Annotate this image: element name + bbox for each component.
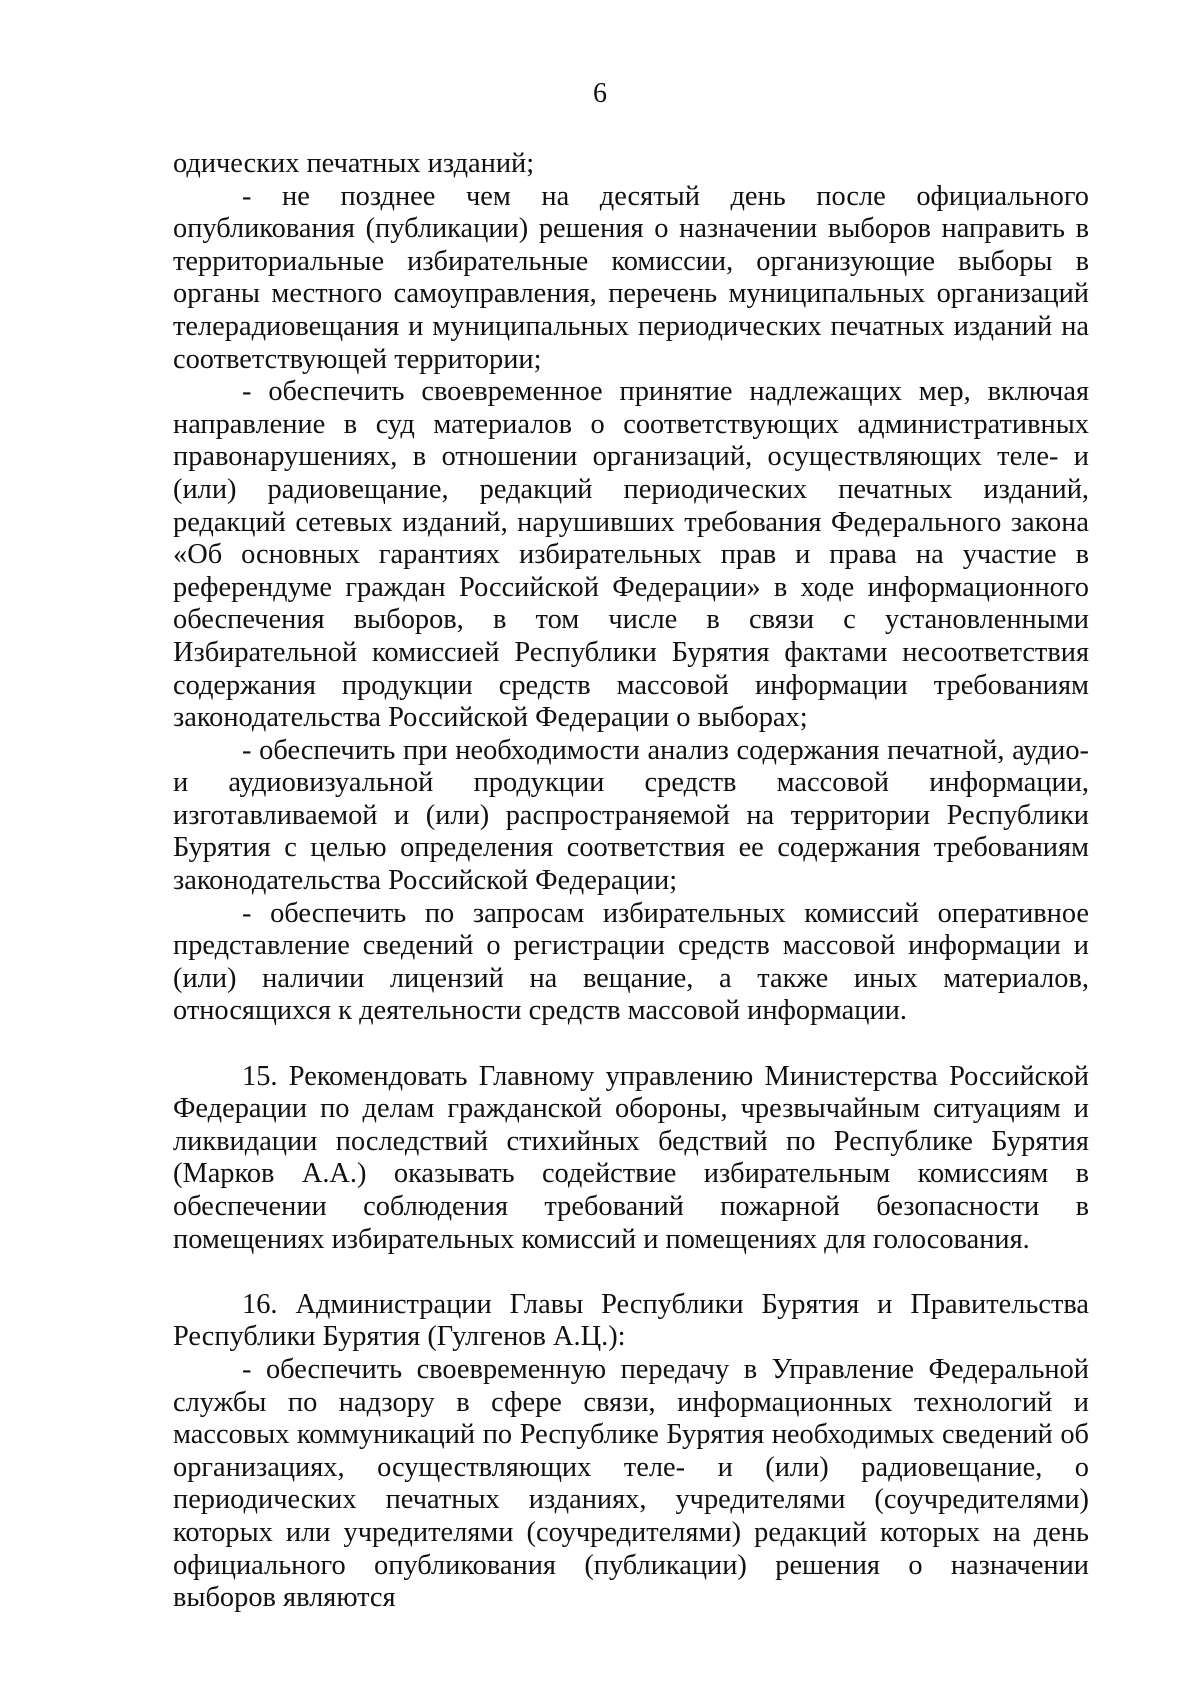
- paragraph-continuation: одических печатных изданий;: [173, 148, 535, 179]
- paragraph-list-item: - обеспечить по запросам избирательных комиссий оперативное представление сведений о регистрации средств массовой информации и (или) наличии лицензий на вещание, а также иных материалов, относящихся к деятельности средств массовой информации.: [173, 897, 1089, 1027]
- page-number: 6: [593, 78, 607, 109]
- document-body: [173, 148, 1089, 1615]
- paragraph-list-item: - не позднее чем на десятый день после официального опубликования (публикации) решения о назначении выборов направить в территориальные избирательные комиссии, организующие выборы в органы местного самоуправления, перечень муниципальных организаций телерадиовещания и муниципальных периодических печатных изданий на соответствующей территории;: [173, 180, 1089, 375]
- paragraph-list-item: - обеспечить своевременное принятие надлежащих мер, включая направление в суд материалов о соответствующих административных правонарушениях, в отношении организаций, осуществляющих теле- и (или) радиовещание, редакций периодических печатных изданий, редакций сетевых изданий, нарушивших требования Федерального закона «Об основных гарантиях избирательных прав и права на участие в референдуме граждан Российской Федерации» в ходе информационного обеспечения выборов, в том числе в связи с установленными Избирательной комиссией Республики Бурятия фактами несоответствия содержания продукции средств массовой информации требованиям законодательства Российской Федерации о выборах;: [173, 376, 1089, 734]
- paragraph-list-item: - обеспечить своевременную передачу в Управление Федеральной службы по надзору в сфере связи, информационных технологий и массовых коммуникаций по Республике Бурятия необходимых сведений об организациях, осуществляющих теле- и (или) радиовещание, о периодических печатных изданиях, учредителями (соучредителями) которых или учредителями (соучредителями) редакций которых на день официального опубликования (публикации) решения о назначении выборов являются: [173, 1353, 1089, 1614]
- paragraph-item-15: 15. Рекомендовать Главному управлению Министерства Российской Федерации по делам гражданской обороны, чрезвычайным ситуациям и ликвидации последствий стихийных бедствий по Республике Бурятия (Марков А.А.) оказывать содействие избирательным комиссиям в обеспечении соблюдения требований пожарной безопасности в помещениях избирательных комиссий и помещениях для голосования.: [173, 1060, 1089, 1255]
- paragraph-item-16: 16. Администрации Главы Республики Бурятия и Правительства Республики Бурятия (Гулгенов А.Ц.):: [173, 1288, 1089, 1353]
- paragraph-list-item: - обеспечить при необходимости анализ содержания печатной, аудио- и аудиовизуальной продукции средств массовой информации, изготавливаемой и (или) распространяемой на территории Республики Бурятия с целью определения соответствия ее содержания требованиям законодательства Российской Федерации;: [173, 734, 1089, 897]
